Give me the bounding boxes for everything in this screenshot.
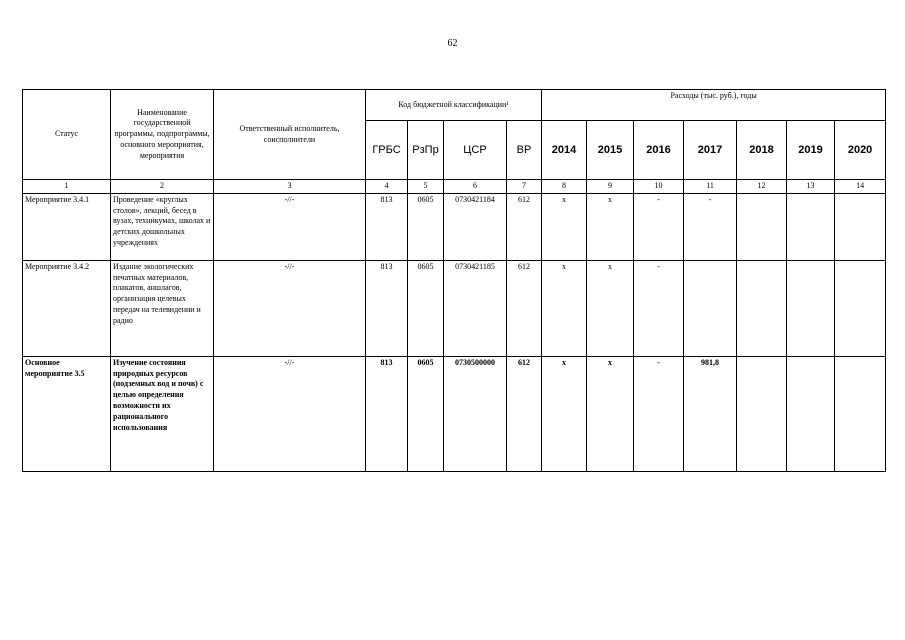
row-y2017 bbox=[684, 260, 737, 356]
header-expenses: Расходы (тыс. руб.), годы bbox=[542, 90, 886, 121]
row-y2018 bbox=[737, 260, 787, 356]
header-year: 2019 bbox=[787, 121, 835, 180]
header-row-top bbox=[23, 90, 886, 121]
header-executor: Ответственный исполнитель, соисполнители bbox=[214, 90, 366, 180]
header-year: 2020 bbox=[835, 121, 886, 180]
row-y2015: х bbox=[587, 260, 634, 356]
column-number: 6 bbox=[444, 180, 507, 194]
row-vr: 612 bbox=[507, 193, 542, 260]
header-grbs: ГРБС bbox=[366, 121, 408, 180]
row-y2014: х bbox=[542, 260, 587, 356]
row-csr: 0730421184 bbox=[444, 193, 507, 260]
row-executor: -//- bbox=[214, 356, 366, 471]
column-number: 7 bbox=[507, 180, 542, 194]
row-vr: 612 bbox=[507, 356, 542, 471]
budget-table bbox=[22, 89, 886, 472]
row-y2020 bbox=[835, 260, 886, 356]
header-year: 2016 bbox=[634, 121, 684, 180]
row-executor: -//- bbox=[214, 260, 366, 356]
header-year: 2017 bbox=[684, 121, 737, 180]
row-y2017: 981,8 bbox=[684, 356, 737, 471]
row-y2015: х bbox=[587, 193, 634, 260]
column-number: 13 bbox=[787, 180, 835, 194]
row-y2014: х bbox=[542, 193, 587, 260]
page-number: 62 bbox=[447, 38, 458, 49]
row-y2018 bbox=[737, 356, 787, 471]
column-number: 12 bbox=[737, 180, 787, 194]
row-y2020 bbox=[835, 356, 886, 471]
header-year: 2015 bbox=[587, 121, 634, 180]
header-year: 2014 bbox=[542, 121, 587, 180]
table-row bbox=[23, 193, 886, 260]
row-grbs: 813 bbox=[366, 193, 408, 260]
column-number: 11 bbox=[684, 180, 737, 194]
table-row bbox=[23, 260, 886, 356]
header-status: Статус bbox=[23, 90, 111, 180]
table-row bbox=[23, 356, 886, 471]
row-y2019 bbox=[787, 260, 835, 356]
row-rzpr: 0605 bbox=[408, 260, 444, 356]
row-status: Мероприятие 3.4.2 bbox=[23, 260, 111, 356]
row-y2020 bbox=[835, 193, 886, 260]
row-csr: 0730421185 bbox=[444, 260, 507, 356]
row-name: Издание экологических печатных материалов, плакатов, аншлагов, организация целевых передач на телевидении и радио bbox=[111, 260, 214, 356]
row-y2019 bbox=[787, 193, 835, 260]
row-rzpr: 0605 bbox=[408, 193, 444, 260]
row-y2017: - bbox=[684, 193, 737, 260]
column-number-row bbox=[23, 180, 886, 194]
header-budget-code: Код бюджетной классификации¹ bbox=[366, 90, 542, 121]
header-rzpr: РзПр bbox=[408, 121, 444, 180]
row-csr: 0730500000 bbox=[444, 356, 507, 471]
column-number: 1 bbox=[23, 180, 111, 194]
row-y2016: - bbox=[634, 356, 684, 471]
row-grbs: 813 bbox=[366, 260, 408, 356]
row-y2015: х bbox=[587, 356, 634, 471]
column-number: 4 bbox=[366, 180, 408, 194]
row-grbs: 813 bbox=[366, 356, 408, 471]
header-vr: ВР bbox=[507, 121, 542, 180]
column-number: 8 bbox=[542, 180, 587, 194]
row-y2016: - bbox=[634, 260, 684, 356]
column-number: 14 bbox=[835, 180, 886, 194]
row-name: Изучение состояния природных ресурсов (подземных вод и почв) с целью определения возможности их рационального использования bbox=[111, 356, 214, 471]
row-y2018 bbox=[737, 193, 787, 260]
header-year: 2018 bbox=[737, 121, 787, 180]
header-csr: ЦСР bbox=[444, 121, 507, 180]
row-y2014: х bbox=[542, 356, 587, 471]
row-executor: -//- bbox=[214, 193, 366, 260]
row-y2019 bbox=[787, 356, 835, 471]
column-number: 10 bbox=[634, 180, 684, 194]
column-number: 3 bbox=[214, 180, 366, 194]
row-vr: 612 bbox=[507, 260, 542, 356]
row-name: Проведение «круглых столов», лекций, бесед в вузах, техникумах, школах и детских дошкольных учреждениях bbox=[111, 193, 214, 260]
header-name: Наименование государственной программы, подпрограммы, основного мероприятия, мероприятия bbox=[111, 90, 214, 180]
column-number: 9 bbox=[587, 180, 634, 194]
row-status: Мероприятие 3.4.1 bbox=[23, 193, 111, 260]
row-y2016: - bbox=[634, 193, 684, 260]
column-number: 2 bbox=[111, 180, 214, 194]
row-status: Основное мероприятие 3.5 bbox=[23, 356, 111, 471]
row-rzpr: 0605 bbox=[408, 356, 444, 471]
column-number: 5 bbox=[408, 180, 444, 194]
